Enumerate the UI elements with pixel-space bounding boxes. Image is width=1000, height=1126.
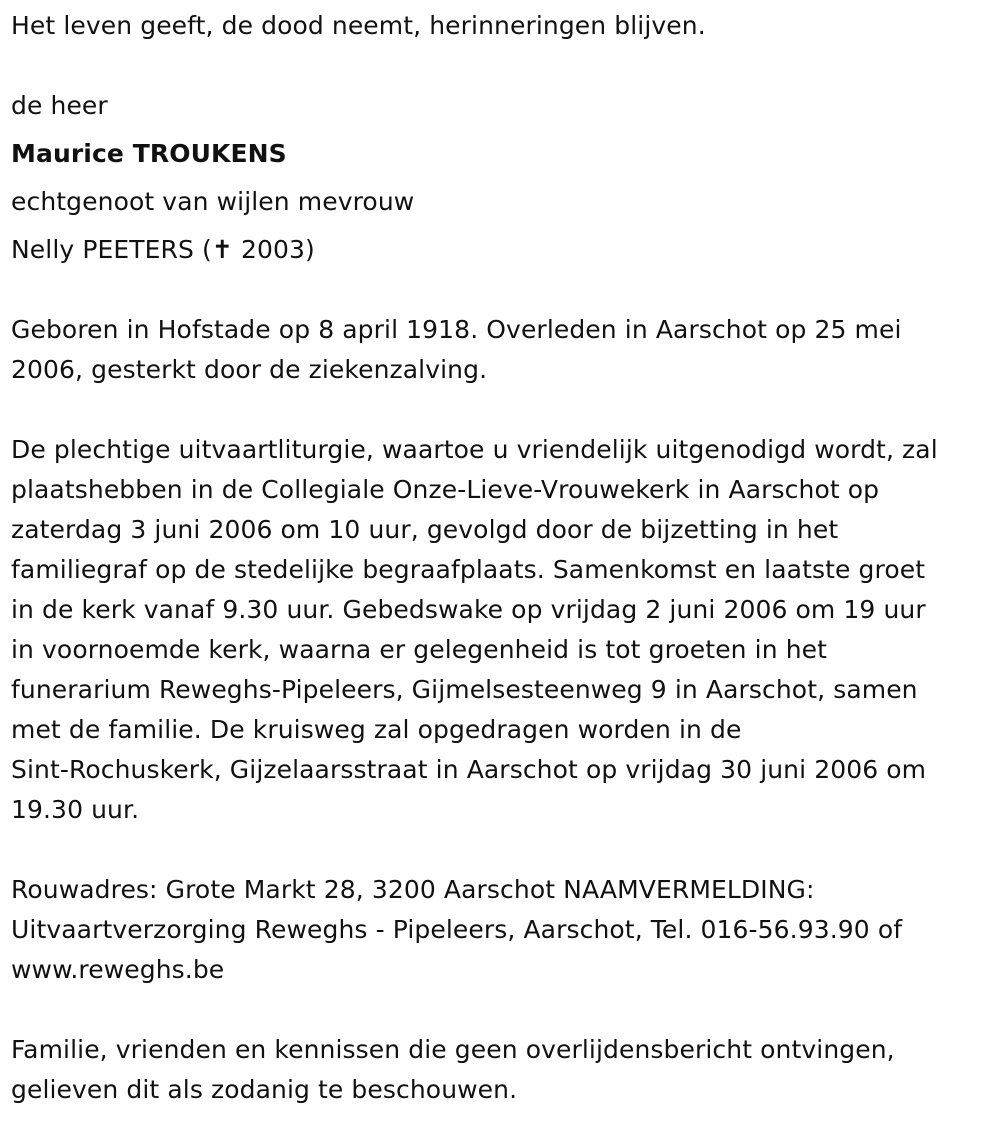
text-line: De plechtige uitvaartliturgie, waartoe u vriendelijk uitgenodigd wordt, zal — [11, 435, 938, 464]
address-paragraph — [11, 870, 996, 990]
text-line: Rouwadres: Grote Markt 28, 3200 Aarschot NAAMVERMELDING: — [11, 875, 815, 904]
text-line: 19.30 uur. — [11, 795, 140, 824]
birth-death-paragraph — [11, 310, 996, 390]
text-line: Geboren in Hofstade op 8 april 1918. Overleden in Aarschot op 25 mei — [11, 315, 902, 344]
motto: Het leven geeft, de dood neemt, herinneringen blijven. — [11, 11, 706, 40]
spouse-intro: echtgenoot van wijlen mevrouw — [11, 187, 415, 216]
deceased-name: Maurice TROUKENS — [11, 139, 287, 168]
spouse-name: Nelly PEETERS (✝ 2003) — [11, 235, 315, 264]
text-line: gelieven dit als zodanig te beschouwen. — [11, 1075, 518, 1104]
text-line: Familie, vrienden en kennissen die geen overlijdensbericht ontvingen, — [11, 1035, 895, 1064]
text-line: in de kerk vanaf 9.30 uur. Gebedswake op vrijdag 2 juni 2006 om 19 uur — [11, 595, 926, 624]
ceremony-paragraph — [11, 430, 996, 830]
text-line: Uitvaartverzorging Reweghs - Pipeleers, Aarschot, Tel. 016-56.93.90 of — [11, 915, 903, 944]
website-link[interactable]: www.reweghs.be — [11, 955, 225, 984]
closing-paragraph — [11, 1030, 996, 1110]
text-line: zaterdag 3 juni 2006 om 10 uur, gevolgd door de bijzetting in het — [11, 515, 839, 544]
text-line: familiegraf op de stedelijke begraafplaats. Samenkomst en laatste groet — [11, 555, 926, 584]
text-line: met de familie. De kruisweg zal opgedragen worden in de — [11, 715, 742, 744]
text-line: Sint-Rochuskerk, Gijzelaarsstraat in Aarschot op vrijdag 30 juni 2006 om — [11, 755, 927, 784]
text-line: plaatshebben in de Collegiale Onze-Lieve-Vrouwekerk in Aarschot op — [11, 475, 880, 504]
text-line: 2006, gesterkt door de ziekenzalving. — [11, 355, 488, 384]
title-prefix: de heer — [11, 91, 108, 120]
text-line: in voornoemde kerk, waarna er gelegenheid is tot groeten in het — [11, 635, 828, 664]
text-line: funerarium Reweghs-Pipeleers, Gijmelsesteenweg 9 in Aarschot, samen — [11, 675, 918, 704]
